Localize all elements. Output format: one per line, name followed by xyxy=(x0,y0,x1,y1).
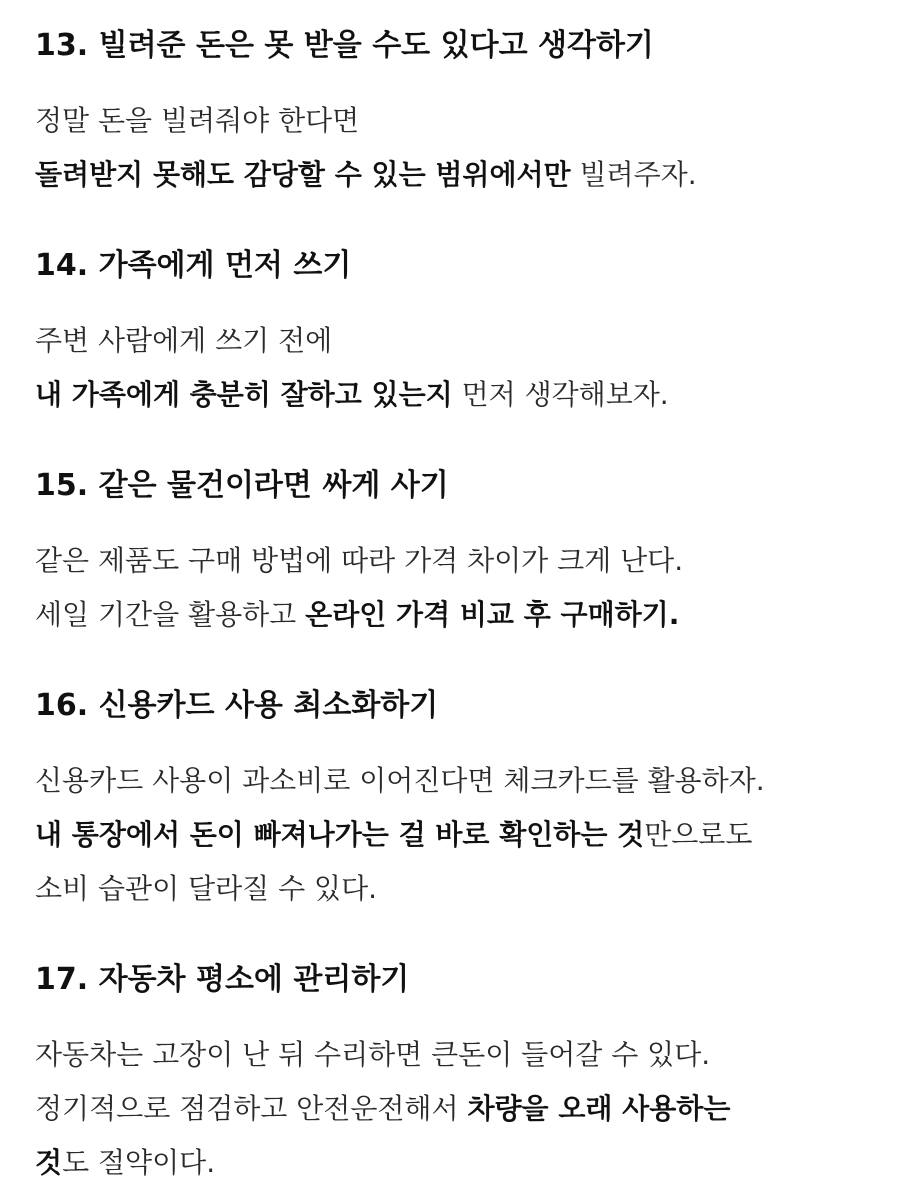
body-line xyxy=(35,588,899,642)
text-normal: 세일 기간을 활용하고 xyxy=(35,598,306,631)
text-normal: 정기적으로 점검하고 안전운전해서 xyxy=(35,1092,468,1125)
text-normal: 자동차는 고장이 난 뒤 수리하면 큰돈이 들어갈 수 있다. xyxy=(35,1038,711,1071)
section-body xyxy=(35,314,899,422)
body-line xyxy=(35,1082,899,1136)
body-line xyxy=(35,754,899,808)
section-heading: 13. 빌려준 돈은 못 받을 수도 있다고 생각하기 xyxy=(35,28,654,63)
body-line xyxy=(35,314,899,368)
text-normal: 도 절약이다. xyxy=(62,1146,216,1179)
section-14 xyxy=(35,246,899,422)
section-heading: 15. 같은 물건이라면 싸게 사기 xyxy=(35,468,449,503)
text-normal: 만으로도 xyxy=(644,818,753,851)
section-16 xyxy=(35,686,899,916)
body-line xyxy=(35,862,899,916)
section-15 xyxy=(35,466,899,642)
text-bold: 내 가족에게 충분히 잘하고 있는지 xyxy=(35,378,453,411)
body-line xyxy=(35,94,899,148)
section-body xyxy=(35,94,899,202)
text-normal: 정말 돈을 빌려줘야 한다면 xyxy=(35,104,360,137)
section-body xyxy=(35,534,899,642)
body-line xyxy=(35,1136,899,1190)
section-heading: 16. 신용카드 사용 최소화하기 xyxy=(35,688,439,723)
body-line xyxy=(35,1028,899,1082)
body-line xyxy=(35,368,899,422)
body-line xyxy=(35,808,899,862)
text-normal: 먼저 생각해보자. xyxy=(452,378,669,411)
section-17 xyxy=(35,960,899,1190)
body-line xyxy=(35,148,899,202)
section-heading: 14. 가족에게 먼저 쓰기 xyxy=(35,248,352,283)
text-bold: 차량을 오래 사용하는 xyxy=(467,1092,731,1125)
section-13 xyxy=(35,26,899,202)
text-bold: 온라인 가격 비교 후 구매하기. xyxy=(305,598,680,631)
section-heading: 17. 자동차 평소에 관리하기 xyxy=(35,962,410,997)
text-normal: 신용카드 사용이 과소비로 이어진다면 체크카드를 활용하자. xyxy=(35,764,765,797)
section-body xyxy=(35,1028,899,1190)
text-bold: 내 통장에서 돈이 빠져나가는 걸 바로 확인하는 것 xyxy=(35,818,645,851)
section-body xyxy=(35,754,899,916)
body-line xyxy=(35,534,899,588)
text-normal: 빌려주자. xyxy=(570,158,697,191)
text-normal: 소비 습관이 달라질 수 있다. xyxy=(35,872,378,905)
text-bold: 돌려받지 못해도 감당할 수 있는 범위에서만 xyxy=(35,158,571,191)
text-bold: 것 xyxy=(35,1146,63,1179)
text-normal: 같은 제품도 구매 방법에 따라 가격 차이가 크게 난다. xyxy=(35,544,684,577)
text-normal: 주변 사람에게 쓰기 전에 xyxy=(35,324,333,357)
